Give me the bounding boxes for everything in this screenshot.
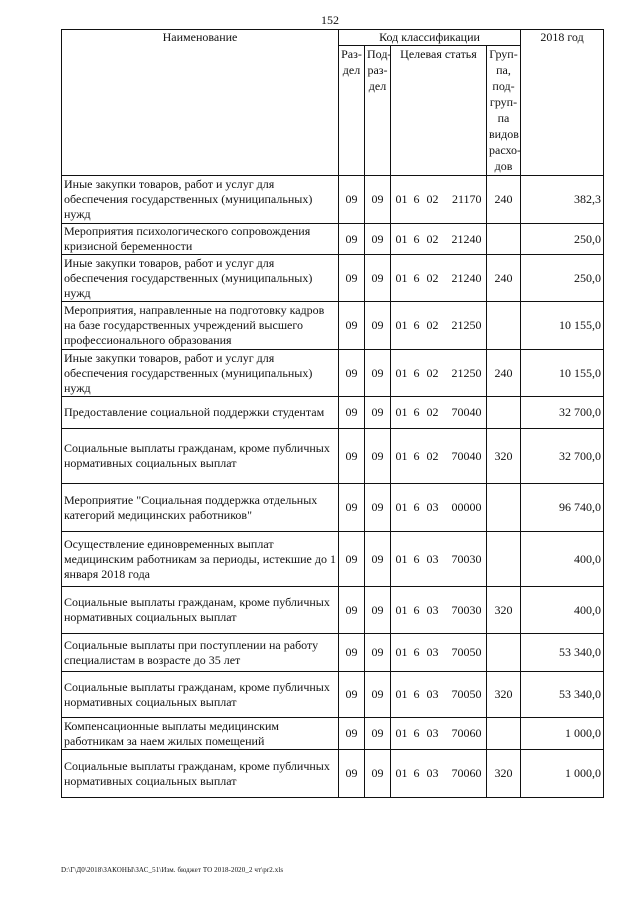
row-target-article	[391, 397, 487, 429]
target-article-part: 70040	[451, 405, 482, 419]
row-target-article	[391, 302, 487, 350]
row-amount-2018: 250,0	[521, 224, 604, 255]
target-article-part: 01	[395, 318, 408, 332]
row-expense-type: 240	[487, 350, 521, 397]
target-article-part: 70050	[451, 645, 482, 659]
target-article-part: 03	[426, 687, 439, 701]
row-name: Компенсационные выплаты медицинским работникам за наем жилых помещений	[62, 718, 339, 750]
target-article-part: 6	[413, 766, 420, 780]
target-article-part: 6	[413, 192, 420, 206]
row-amount-2018: 382,3	[521, 176, 604, 224]
target-article-part: 02	[426, 448, 439, 463]
row-expense-type	[487, 224, 521, 255]
row-podrazdel: 09	[365, 255, 391, 302]
row-expense-type: 320	[487, 750, 521, 798]
row-name: Социальные выплаты гражданам, кроме публичных нормативных социальных выплат	[62, 750, 339, 798]
table-row	[62, 672, 604, 718]
target-article-part: 21240	[451, 231, 482, 246]
table-row	[62, 350, 604, 397]
row-razdel: 09	[339, 672, 365, 718]
row-name: Осуществление единовременных выплат медицинским работникам за периоды, истекшие до 1 января 2018 года	[62, 532, 339, 587]
target-article-part: 03	[426, 645, 439, 659]
target-article-part: 6	[413, 405, 420, 419]
row-name: Мероприятия психологического сопровождения кризисной беременности	[62, 224, 339, 255]
target-article-part: 01	[395, 405, 408, 419]
target-article-part: 03	[426, 551, 439, 566]
target-article-part: 02	[426, 405, 439, 419]
target-article-part: 03	[426, 766, 439, 780]
row-razdel: 09	[339, 634, 365, 672]
row-podrazdel: 09	[365, 532, 391, 587]
row-name: Предоставление социальной поддержки студентам	[62, 397, 339, 429]
target-article-part: 70050	[451, 687, 482, 701]
row-podrazdel: 09	[365, 302, 391, 350]
row-name: Социальные выплаты гражданам, кроме публичных нормативных социальных выплат	[62, 429, 339, 484]
target-article-part: 01	[395, 192, 408, 206]
row-expense-type	[487, 302, 521, 350]
row-amount-2018: 10 155,0	[521, 350, 604, 397]
target-article-part: 6	[413, 365, 420, 380]
row-amount-2018: 96 740,0	[521, 484, 604, 532]
row-target-article	[391, 532, 487, 587]
header-subsection	[365, 46, 391, 176]
target-article-part: 01	[395, 365, 408, 380]
target-article-part: 21240	[451, 270, 482, 285]
table-row	[62, 397, 604, 429]
target-article-part: 03	[426, 500, 439, 514]
target-article-part: 6	[413, 270, 420, 285]
target-article-part: 01	[395, 687, 408, 701]
row-target-article	[391, 224, 487, 255]
table-row	[62, 587, 604, 634]
row-name: Социальные выплаты при поступлении на работу специалистам в возрасте до 35 лет	[62, 634, 339, 672]
row-amount-2018: 400,0	[521, 532, 604, 587]
target-article-part: 01	[395, 766, 408, 780]
header-group	[487, 46, 521, 176]
target-article-part: 6	[413, 726, 420, 740]
row-amount-2018: 250,0	[521, 255, 604, 302]
target-article-part: 02	[426, 270, 439, 285]
header-name: Наименование	[62, 30, 339, 176]
target-article-part: 02	[426, 365, 439, 380]
row-expense-type: 320	[487, 429, 521, 484]
row-podrazdel: 09	[365, 484, 391, 532]
row-amount-2018: 53 340,0	[521, 672, 604, 718]
row-razdel: 09	[339, 484, 365, 532]
row-podrazdel: 09	[365, 750, 391, 798]
target-article-part: 01	[395, 231, 408, 246]
target-article-part: 01	[395, 448, 408, 463]
row-amount-2018: 1 000,0	[521, 750, 604, 798]
row-target-article	[391, 634, 487, 672]
row-razdel: 09	[339, 397, 365, 429]
row-expense-type	[487, 718, 521, 750]
header-group-text: Груп- па, под- груп- па видов расхо- дов	[489, 47, 522, 173]
row-target-article	[391, 255, 487, 302]
row-expense-type: 320	[487, 587, 521, 634]
row-razdel: 09	[339, 429, 365, 484]
row-name: Иные закупки товаров, работ и услуг для обеспечения государственных (муниципальных) нужд	[62, 350, 339, 397]
row-amount-2018: 53 340,0	[521, 634, 604, 672]
row-name: Иные закупки товаров, работ и услуг для обеспечения государственных (муниципальных) нужд	[62, 176, 339, 224]
target-article-part: 6	[413, 318, 420, 332]
target-article-part: 6	[413, 687, 420, 701]
target-article-part: 21250	[451, 318, 482, 332]
target-article-part: 01	[395, 726, 408, 740]
target-article-part: 02	[426, 231, 439, 246]
row-amount-2018: 400,0	[521, 587, 604, 634]
target-article-part: 6	[413, 645, 420, 659]
row-podrazdel: 09	[365, 176, 391, 224]
row-razdel: 09	[339, 532, 365, 587]
page-number: 152	[321, 13, 339, 27]
row-amount-2018: 32 700,0	[521, 397, 604, 429]
row-expense-type	[487, 532, 521, 587]
row-podrazdel: 09	[365, 224, 391, 255]
row-razdel: 09	[339, 176, 365, 224]
target-article-part: 01	[395, 645, 408, 659]
table-row	[62, 302, 604, 350]
target-article-part: 02	[426, 192, 439, 206]
row-podrazdel: 09	[365, 634, 391, 672]
header-year: 2018 год	[521, 30, 604, 176]
target-article-part: 03	[426, 726, 439, 740]
target-article-part: 02	[426, 318, 439, 332]
budget-table	[61, 29, 604, 798]
target-article-part: 6	[413, 551, 420, 566]
row-expense-type: 240	[487, 176, 521, 224]
row-podrazdel: 09	[365, 350, 391, 397]
table-row	[62, 176, 604, 224]
row-amount-2018: 32 700,0	[521, 429, 604, 484]
target-article-part: 6	[413, 602, 420, 617]
row-target-article	[391, 350, 487, 397]
target-article-part: 6	[413, 448, 420, 463]
row-razdel: 09	[339, 224, 365, 255]
row-name: Социальные выплаты гражданам, кроме публичных нормативных социальных выплат	[62, 672, 339, 718]
row-expense-type: 320	[487, 672, 521, 718]
target-article-part: 70060	[451, 726, 482, 740]
row-razdel: 09	[339, 350, 365, 397]
header-section-text: Раз- дел	[341, 47, 362, 77]
row-podrazdel: 09	[365, 587, 391, 634]
target-article-part: 01	[395, 551, 408, 566]
table-row	[62, 224, 604, 255]
target-article-part: 03	[426, 602, 439, 617]
target-article-part: 70030	[451, 602, 482, 617]
target-article-part: 21170	[451, 192, 482, 206]
row-target-article	[391, 718, 487, 750]
row-razdel: 09	[339, 302, 365, 350]
row-target-article	[391, 429, 487, 484]
target-article-part: 70060	[451, 766, 482, 780]
row-amount-2018: 10 155,0	[521, 302, 604, 350]
target-article-part: 6	[413, 500, 420, 514]
row-expense-type: 240	[487, 255, 521, 302]
row-expense-type	[487, 634, 521, 672]
table-row	[62, 634, 604, 672]
row-podrazdel: 09	[365, 718, 391, 750]
target-article-part: 01	[395, 500, 408, 514]
header-section	[339, 46, 365, 176]
row-razdel: 09	[339, 750, 365, 798]
header-subsection-text: Под- раз- дел	[367, 47, 392, 93]
table-row	[62, 429, 604, 484]
row-razdel: 09	[339, 255, 365, 302]
row-name: Социальные выплаты гражданам, кроме публичных нормативных социальных выплат	[62, 587, 339, 634]
table-body	[62, 176, 604, 798]
row-podrazdel: 09	[365, 429, 391, 484]
table-row	[62, 532, 604, 587]
row-name: Мероприятия, направленные на подготовку кадров на базе государственных учреждений высшего профессионального образования	[62, 302, 339, 350]
row-target-article	[391, 484, 487, 532]
table-row	[62, 750, 604, 798]
row-name: Мероприятие "Социальная поддержка отдельных категорий медицинских работников"	[62, 484, 339, 532]
row-target-article	[391, 176, 487, 224]
target-article-part: 70030	[451, 551, 482, 566]
row-expense-type	[487, 484, 521, 532]
file-path-footer: D:\Г\Д0\2018\ЗАКОНЫ\ЗАС_51\Изм. бюджет ТО 2018-2020_2 чт\pr2.xls	[61, 866, 284, 874]
row-target-article	[391, 672, 487, 718]
header-classification: Код классификации	[339, 30, 521, 46]
header-target: Целевая статья	[391, 46, 487, 176]
row-name: Иные закупки товаров, работ и услуг для обеспечения государственных (муниципальных) нужд	[62, 255, 339, 302]
target-article-part: 21250	[451, 365, 482, 380]
target-article-part: 70040	[451, 448, 482, 463]
row-podrazdel: 09	[365, 672, 391, 718]
row-expense-type	[487, 397, 521, 429]
row-target-article	[391, 587, 487, 634]
row-razdel: 09	[339, 587, 365, 634]
row-target-article	[391, 750, 487, 798]
target-article-part: 01	[395, 602, 408, 617]
target-article-part: 00000	[451, 500, 482, 514]
row-razdel: 09	[339, 718, 365, 750]
row-amount-2018: 1 000,0	[521, 718, 604, 750]
target-article-part: 01	[395, 270, 408, 285]
table-row	[62, 255, 604, 302]
table-row	[62, 484, 604, 532]
table-row	[62, 718, 604, 750]
row-podrazdel: 09	[365, 397, 391, 429]
target-article-part: 6	[413, 231, 420, 246]
